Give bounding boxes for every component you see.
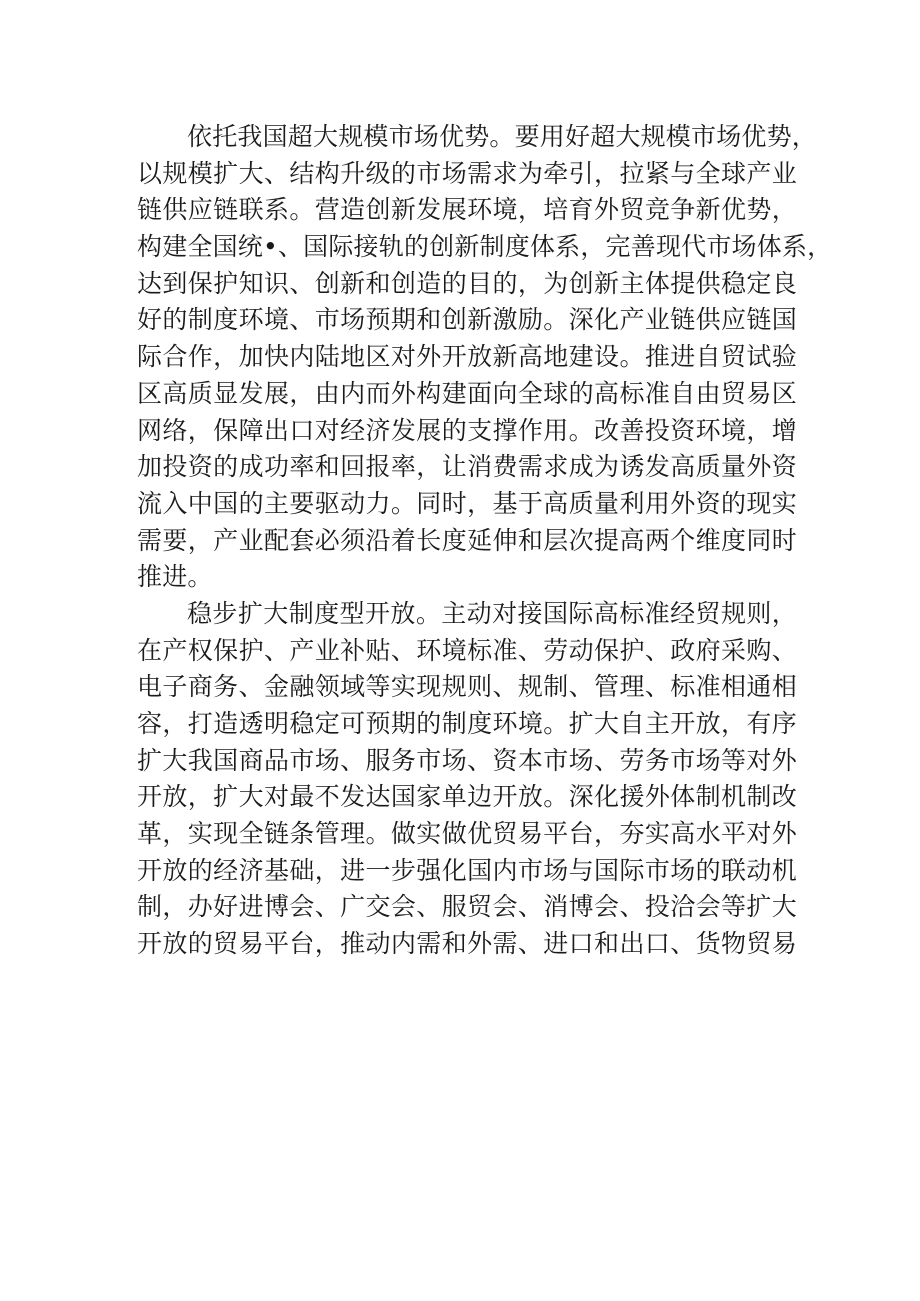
paragraph-line: 好的制度环境、市场预期和创新激励。深化产业链供应链国 xyxy=(137,305,797,335)
paragraph-line: 需要，产业配套必须沿着长度延伸和层次提高两个维度同时 xyxy=(137,525,797,555)
paragraph-line: 扩大我国商品市场、服务市场、资本市场、劳务市场等对外 xyxy=(137,745,797,775)
paragraph-line: 开放，扩大对最不发达国家单边开放。深化援外体制机制改 xyxy=(137,782,797,812)
paragraph-line: 容，打造透明稳定可预期的制度环境。扩大自主开放，有序 xyxy=(137,709,797,738)
paragraph-line: 推进。 xyxy=(137,562,213,592)
paragraph-line: 际合作，加快内陆地区对外开放新高地建设。推进自贸试验 xyxy=(137,342,797,372)
paragraph-line: 电子商务、金融领域等实现规则、规制、管理、标准相通相 xyxy=(137,672,797,702)
paragraph-line: 加投资的成功率和回报率，让消费需求成为诱发高质量外资 xyxy=(137,452,797,482)
paragraph-line: 开放的经济基础，进一步强化国内市场与国际市场的联动机 xyxy=(137,855,797,885)
paragraph-line: 稳步扩大制度型开放。主动对接国际高标准经贸规则， xyxy=(187,598,797,628)
paragraph-line: 链供应链联系。营造创新发展环境，培育外贸竞争新优势， xyxy=(137,195,797,225)
paragraph-line: 构建全国统•、国际接轨的创新制度体系，完善现代市场体系， xyxy=(137,232,833,262)
paragraph-line: 革，实现全链条管理。做实做优贸易平台，夯实高水平对外 xyxy=(137,819,797,849)
paragraph-2 xyxy=(137,596,797,963)
paragraph-line: 流入中国的主要驱动力。同时，基于高质量利用外资的现实 xyxy=(137,488,797,518)
paragraph-1 xyxy=(137,119,833,596)
paragraph-line: 以规模扩大、结构升级的市场需求为牵引，拉紧与全球产业 xyxy=(137,158,797,188)
paragraph-line: 开放的贸易平台，推动内需和外需、进口和出口、货物贸易 xyxy=(137,929,797,959)
paragraph-line: 达到保护知识、创新和创造的目的，为创新主体提供稳定良 xyxy=(137,268,797,298)
paragraph-line: 网络，保障出口对经济发展的支撑作用。改善投资环境，增 xyxy=(137,415,797,445)
document-body xyxy=(137,119,833,963)
paragraph-line: 在产权保护、产业补贴、环境标准、劳动保护、政府采购、 xyxy=(137,635,797,665)
paragraph-line: 依托我国超大规模市场优势。要用好超大规模市场优势， xyxy=(187,122,818,151)
paragraph-line: 制，办好进博会、广交会、服贸会、消博会、投洽会等扩大 xyxy=(137,892,797,922)
paragraph-line: 区高质显发展，由内而外构建面向全球的高标准自由贸易区 xyxy=(137,378,797,408)
